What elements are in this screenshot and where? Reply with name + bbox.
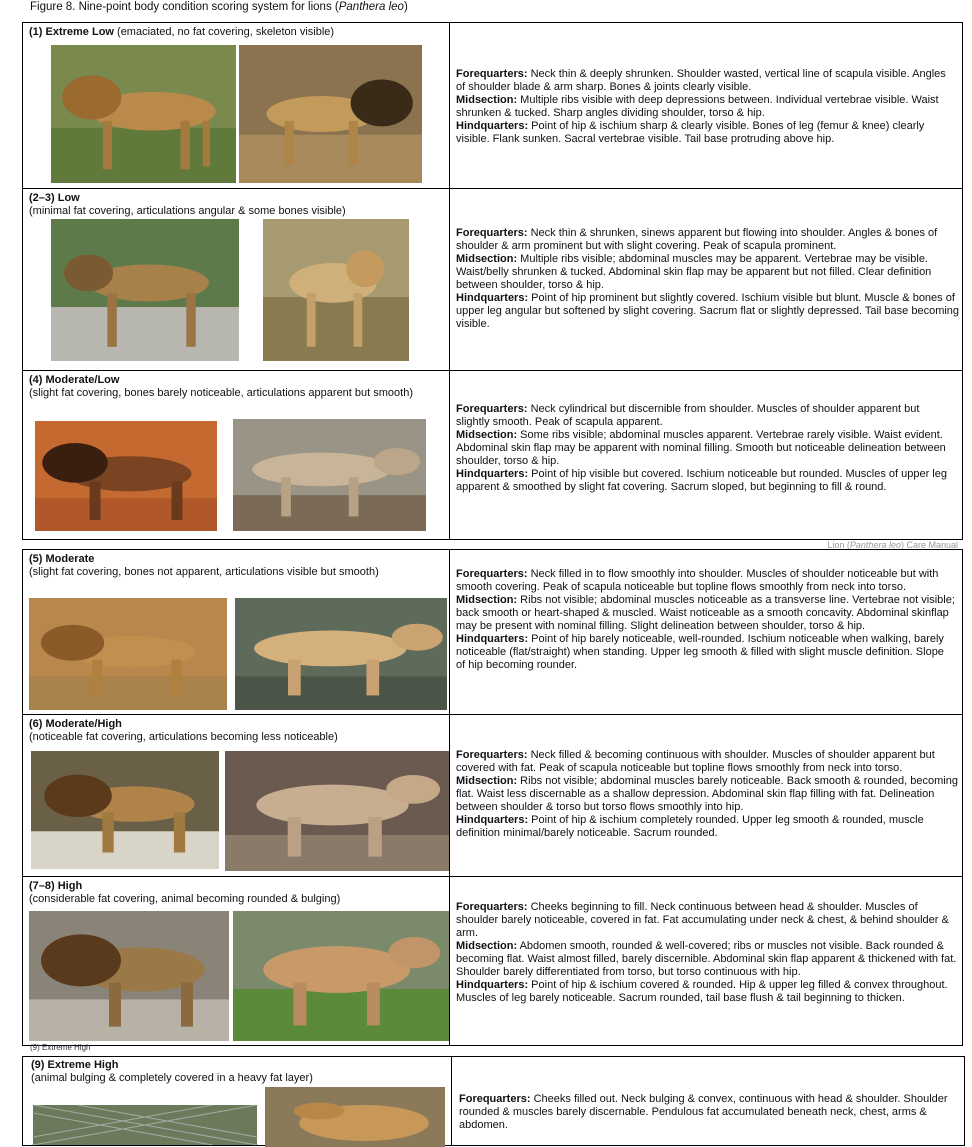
lion-photo [29, 911, 229, 1041]
table-row: (1) Extreme Low (emaciated, no fat covering, skeleton visible) Forequarters: Neck thin & deeply shrunken. Shoulder wasted, vertical line of scapula visible. Angles of shoulder blade & arm sharp. Bones & joints clearly visible. Midsection: Multiple ribs visible with deep depressions between. Individual vertebrae visible. Waist shrunken & tucked. Sharp angles dividing shoulder, torso & hip. Hindquarters: Point of hip & ischium sharp & clearly visible. Bones of leg (femur & knee) clearly visible. Flank sunken. Sacral vertebrae visible. Tail base protruding above hip. [23, 23, 962, 189]
lion-photo [239, 45, 422, 183]
row-description: Forequarters: Cheeks filled out. Neck bulging & convex, continuous with head & shoulder. Shoulder rounded & muscles barely discernable. Pendulous fat accumulated beneath neck, chest, arms & abdomen. [459, 1093, 948, 1131]
bcs-table-part-1 [22, 22, 963, 540]
lion-photo [51, 45, 236, 183]
lion-photo [225, 751, 449, 871]
table-row: (6) Moderate/High (noticeable fat covering, articulations becoming less noticeable) Forequarters: Neck filled & becoming continuous with shoulder. Muscles of shoulder apparent but covered with fat. Peak of scapula noticeable but topline flows smoothly from neck into torso. Midsection: Ribs not visible; abdominal muscles barely noticeable. Back smooth & rounded, becoming flat. Waist less discernable as a shallow depression. Abdominal skin flap filling with fat. Delineation between shoulder & torso but torso flows smoothly into hip. Hindquarters: Point of hip & ischium completely rounded. Upper leg smooth & rounded, muscle definition minimal/barely noticeable. Sacrum rounded. [23, 715, 962, 877]
lion-photo [33, 1105, 257, 1145]
lion-photo [233, 911, 449, 1041]
lion-photo [263, 219, 409, 361]
page-watermark: Lion (Panthera leo) Care Manual [827, 540, 958, 550]
lion-photo [233, 419, 426, 531]
lion-photo [51, 219, 239, 361]
table-row: (7–8) High (considerable fat covering, animal becoming rounded & bulging) Forequarters: Cheeks beginning to fill. Neck continuous between head & shoulder. Muscles of shoulder barely noticeable, covered in fat. Fat accumulating under neck & chest, & behind shoulder & arm. Midsection: Abdomen smooth, rounded & well-covered; ribs or muscles not visible. Back rounded & becoming flat. Waist almost filled, barely discernible. Abdominal skin flap apparent & thickened with fat. Shoulder barely differentiated from torso, but torso continuous with hip. Hindquarters: Point of hip & ischium covered & rounded. Hip & upper leg filled & convex throughout. Muscles of leg barely noticeable. Sacrum rounded, tail base flush & tail beginning to thicken. [23, 877, 962, 1047]
lion-photo [31, 751, 219, 869]
lion-photo [29, 598, 227, 710]
row-description: Forequarters: Neck filled & becoming continuous with shoulder. Muscles of shoulder apparent but covered with fat. Peak of scapula noticeable but topline flows smoothly from neck into torso. Midsection: Ribs not visible; abdominal muscles barely noticeable. Back smooth & rounded, becoming flat. Waist less discernable as a shallow depression. Abdominal skin flap filling with fat. Delineation between shoulder & torso but torso flows smoothly into hip. Hindquarters: Point of hip & ischium completely rounded. Upper leg smooth & rounded, muscle definition minimal/barely noticeable. Sacrum rounded. [456, 749, 958, 839]
table-row: (4) Moderate/Low (slight fat covering, bones barely noticeable, articulations apparent but smooth) Forequarters: Neck cylindrical but discernible from shoulder. Muscles of shoulder apparent but slightly smooth. Peak of scapula apparent. Midsection: Some ribs visible; abdominal muscles apparent. Vertebrae rarely visible. Waist evident. Abdominal skin flap may be apparent with nominal filling. Smooth but noticeable delineation between shoulder, torso & hip. Hindquarters: Point of hip visible but covered. Ischium noticeable but rounded. Muscles of upper leg apparent & smoothed by slight fat covering. Sacrum sloped, but beginning to fill & round. [23, 371, 962, 541]
row-description: Forequarters: Neck thin & deeply shrunken. Shoulder wasted, vertical line of scapula visible. Angles of shoulder blade & arm sharp. Bones & joints clearly visible. Midsection: Multiple ribs visible with deep depressions between. Individual vertebrae visible. Waist shrunken & tucked. Sharp angles dividing shoulder, torso & hip. Hindquarters: Point of hip & ischium sharp & clearly visible. Bones of leg (femur & knee) clearly visible. Flank sunken. Sacral vertebrae visible. Tail base protruding above hip. [456, 68, 946, 145]
lion-photo [235, 598, 447, 710]
figure-caption: Figure 8. Nine-point body condition scoring system for lions (Panthera leo) [30, 1, 408, 13]
table-row: (9) Extreme High (animal bulging & completely covered in a heavy fat layer) Forequarters: Cheeks filled out. Neck bulging & convex, continuous with head & shoulder. Shoulder rounded & muscles barely discernable. Pendulous fat accumulated beneath neck, chest, arms & abdomen. [23, 1057, 964, 1147]
row-description: Forequarters: Neck cylindrical but discernible from shoulder. Muscles of shoulder apparent but slightly smooth. Peak of scapula apparent. Midsection: Some ribs visible; abdominal muscles apparent. Vertebrae rarely visible. Waist evident. Abdominal skin flap may be apparent with nominal filling. Smooth but noticeable delineation between shoulder, torso & hip. Hindquarters: Point of hip visible but covered. Ischium noticeable but rounded. Muscles of upper leg apparent & smoothed by slight fat covering. Sacrum sloped, but beginning to fill & round. [456, 403, 947, 493]
lion-photo [35, 421, 217, 531]
row-description: Forequarters: Cheeks beginning to fill. Neck continuous between head & shoulder. Muscles of shoulder barely noticeable, covered in fat. Fat accumulating under neck & chest, & behind shoulder & arm. Midsection: Abdomen smooth, rounded & well-covered; ribs or muscles not visible. Back rounded & becoming flat. Waist almost filled, barely discernible. Abdominal skin flap apparent & thickened with fat. Shoulder barely differentiated from torso, but torso continuous with hip. Hindquarters: Point of hip & ischium covered & rounded. Hip & upper leg filled & convex throughout. Muscles of leg barely noticeable. Sacrum rounded, tail base flush & tail beginning to thicken. [456, 901, 957, 1004]
row-description: Forequarters: Neck thin & shrunken, sinews apparent but flowing into shoulder. Angles & bones of shoulder & arm prominent but with slight covering. Peak of scapula prominent. Midsection: Multiple ribs visible; abdominal muscles may be apparent. Vertebrae may be visible. Waist/belly shrunken & tucked. Abdominal skin flap may be apparent but not filled. Clear definition between shoulder, torso & hip. Hindquarters: Point of hip prominent but slightly covered. Ischium visible but blunt. Muscle & bones of upper leg angular but softened by slight covering. Sacrum flat or slightly depressed. Tail base becoming visible. [456, 227, 960, 330]
table-row: (5) Moderate (slight fat covering, bones not apparent, articulations visible but smooth) Forequarters: Neck filled in to flow smoothly into shoulder. Muscles of shoulder noticeable but with smooth covering. Peak of scapula noticeable but topline flows smoothly from neck into torso. Midsection: Ribs not visible; abdominal muscles noticeable as a transverse line. Vertebrae not visible; back smooth or heart-shaped & muscled. Waist noticeable as a smooth concavity. Abdominal skinflap may be present with nominal filling. Slight delineation between shoulder, torso & hip. Hindquarters: Point of hip barely noticeable, well-rounded. Ischium noticeable when walking, barely noticeable (flat/straight) when standing. Upper leg smooth & filled with slight muscle definition. Slope of hip becoming rounder. [23, 550, 962, 715]
lion-photo [265, 1087, 445, 1147]
cut-off-row-label: (9) Extreme High [30, 1043, 91, 1052]
bcs-table-part-3 [22, 1056, 965, 1146]
table-row: (2–3) Low (minimal fat covering, articulations angular & some bones visible) Forequarters: Neck thin & shrunken, sinews apparent but flowing into shoulder. Angles & bones of shoulder & arm prominent but with slight covering. Peak of scapula prominent. Midsection: Multiple ribs visible; abdominal muscles may be apparent. Vertebrae may be visible. Waist/belly shrunken & tucked. Abdominal skin flap may be apparent but not filled. Clear definition between shoulder, torso & hip. Hindquarters: Point of hip prominent but slightly covered. Ischium visible but blunt. Muscle & bones of upper leg angular but softened by slight covering. Sacrum flat or slightly depressed. Tail base becoming visible. [23, 189, 962, 371]
row-description: Forequarters: Neck filled in to flow smoothly into shoulder. Muscles of shoulder noticeable but with smooth covering. Peak of scapula noticeable but topline flows smoothly from neck into torso. Midsection: Ribs not visible; abdominal muscles noticeable as a transverse line. Vertebrae not visible; back smooth or heart-shaped & muscled. Waist noticeable as a smooth concavity. Abdominal skinflap may be present with nominal filling. Slight delineation between shoulder, torso & hip. Hindquarters: Point of hip barely noticeable, well-rounded. Ischium noticeable when walking, barely noticeable (flat/straight) when standing. Upper leg smooth & filled with slight muscle definition. Slope of hip becoming rounder. [456, 568, 955, 671]
